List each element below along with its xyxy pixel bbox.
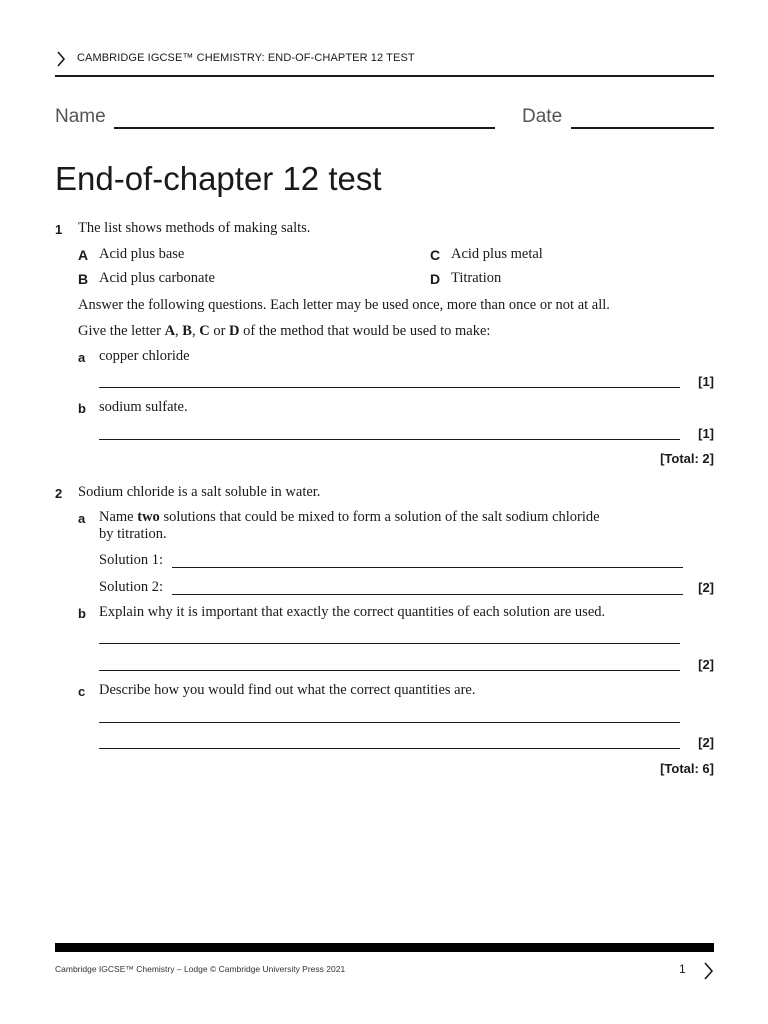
answer-line-1b[interactable] [99,439,680,440]
part-1a-letter: a [78,350,86,365]
option-letter-d: D [430,271,441,287]
give-sep2: , [191,323,200,339]
answer-line-2b-1[interactable] [99,643,680,644]
answer-line-solution-1[interactable] [172,567,683,568]
part-2c-text: Describe how you would find out what the correct quantities are. [99,682,476,698]
part-1b-letter: b [78,401,86,416]
marks-2c: [2] [698,735,714,750]
answer-line-solution-2[interactable] [172,594,683,595]
marks-2b: [2] [698,657,714,672]
marks-1a: [1] [698,374,714,389]
option-letter-b: B [78,271,89,287]
part-2b-letter: b [78,606,86,621]
part-1b-text: sodium sulfate. [99,399,188,415]
give-letter-d: D [229,323,240,339]
answer-line-2c-2[interactable] [99,748,680,749]
page-number: 1 [679,962,686,976]
total-q1: [Total: 2] [660,451,714,466]
part-2a-pre: Name [99,509,138,525]
part-2c-letter: c [78,684,86,699]
chevron-right-icon [56,50,66,68]
answer-line-1a[interactable] [99,387,680,388]
date-field[interactable] [571,127,714,129]
solution-2-label: Solution 2: [99,579,164,595]
running-header: CAMBRIDGE IGCSE™ CHEMISTRY: END-OF-CHAPTER 12 TEST [77,52,415,64]
name-field[interactable] [114,127,495,129]
solution-1-label: Solution 1: [99,552,164,568]
total-q2: [Total: 6] [660,761,714,776]
date-label: Date [522,106,563,127]
give-suffix: of the method that would be used to make: [239,323,491,339]
part-2a-post: solutions that could be mixed to form a solution of the salt sodium chloride [159,509,600,525]
part-2b-text: Explain why it is important that exactly the correct quantities of each solution are used. [99,604,606,620]
footer-bar [55,943,714,952]
option-letter-c: C [430,247,441,263]
option-text-a: Acid plus base [99,246,185,262]
marks-1b: [1] [698,426,714,441]
question-2-number: 2 [55,486,63,501]
option-letter-a: A [78,247,89,263]
option-text-c: Acid plus metal [451,246,543,262]
page-title: End-of-chapter 12 test [55,160,382,197]
part-2a-bold: two [137,509,160,525]
option-text-b: Acid plus carbonate [99,270,215,286]
give-letter-a: A [164,323,176,339]
question-1-stem: The list shows methods of making salts. [78,220,311,236]
give-letter-c: C [199,323,210,339]
header-rule [55,75,714,77]
question-1-instruction: Answer the following questions. Each letter may be used once, more than once or not at all. [78,297,610,313]
give-prefix: Give the letter [78,323,165,339]
next-page-icon[interactable] [702,961,714,981]
option-text-d: Titration [451,270,502,286]
part-2a-letter: a [78,511,86,526]
answer-line-2c-1[interactable] [99,722,680,723]
give-sep1: , [175,323,183,339]
question-1-give-letter [78,323,490,340]
marks-2a: [2] [698,580,714,595]
footer-credit: Cambridge IGCSE™ Chemistry – Lodge © Cambridge University Press 2021 [55,964,346,974]
answer-line-2b-2[interactable] [99,670,680,671]
give-or: or [209,323,230,339]
name-label: Name [55,106,106,127]
part-2a-text [99,509,600,526]
part-2a-text-line2: by titration. [99,526,167,542]
question-1-number: 1 [55,222,63,237]
part-1a-text: copper chloride [99,348,190,364]
give-letter-b: B [182,323,192,339]
question-2-stem: Sodium chloride is a salt soluble in water. [78,484,321,500]
